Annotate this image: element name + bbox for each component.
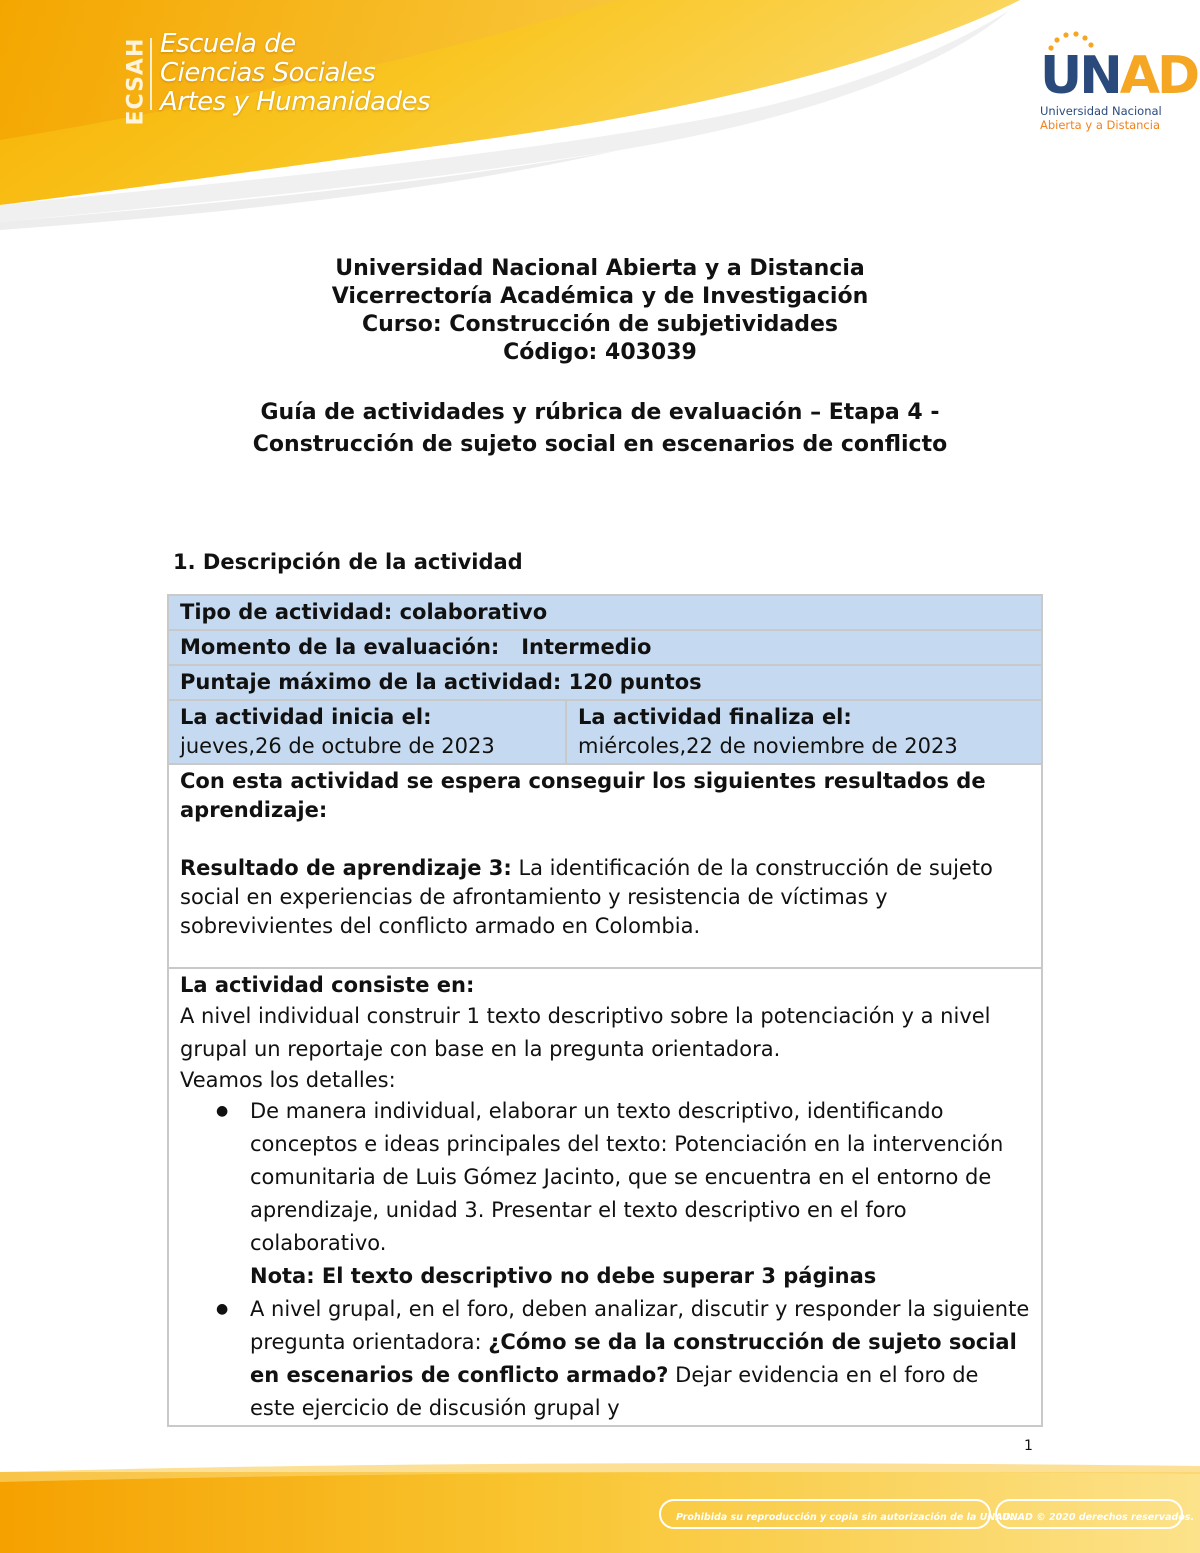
nota-text: Nota: El texto descriptivo no debe superar 3 páginas [250, 1264, 877, 1288]
bullet2-text-a: A nivel grupal, en el foro, deben analizar, discutir y responder la siguiente pregunta orientadora: [250, 1297, 1030, 1354]
consiste-label: La actividad consiste en: [180, 973, 475, 997]
logo-wordmark: UNAD [1040, 46, 1198, 106]
resultado-3 [180, 854, 1030, 941]
bullet2-question: ¿Cómo se da la construcción de sujeto social en escenarios de conflicto armado? [250, 1330, 1017, 1387]
resultados-intro: Con esta actividad se espera conseguir los siguientes resultados de aprendizaje: [180, 769, 986, 822]
logo-subtitle-1: Universidad Nacional [1040, 104, 1162, 118]
footer-copyright-notice: Prohibida su reproducción y copia sin autorización de la UNAD. [676, 1512, 1015, 1523]
fecha-fin-cell [566, 700, 1042, 764]
bullet2-text-c: Dejar evidencia en el foro de este ejercicio de discusión grupal y [250, 1363, 979, 1420]
logo-subtitle-2: Abierta y a Distancia [1040, 118, 1160, 132]
title-guide-1: Guía de actividades y rúbrica de evaluación – Etapa 4 - [260, 400, 940, 425]
school-divider [150, 38, 152, 110]
table-row [168, 764, 1042, 968]
title-vicerrectoria: Vicerrectoría Académica y de Investigación [331, 284, 869, 309]
title-guide-2: Construcción de sujeto social en escenarios de conflicto [252, 432, 948, 457]
consiste-cell [168, 968, 1042, 1426]
table-row [168, 630, 1042, 665]
finaliza-value: miércoles,22 de noviembre de 2023 [578, 734, 958, 758]
resultado-text: La identificación de la construcción de sujeto social en experiencias de afrontamiento y resistencia de víctimas y sobrevivientes del conflicto armado en Colombia. [180, 856, 993, 938]
activity-bullets [180, 1095, 1030, 1260]
activity-bullets-2 [180, 1293, 1030, 1425]
section-title: 1. Descripción de la actividad [173, 550, 523, 574]
document-titles [0, 255, 1200, 461]
page-number: 1 [1024, 1438, 1033, 1454]
table-row [168, 700, 1042, 764]
table-row [168, 968, 1042, 1426]
consiste-text: A nivel individual construir 1 texto descriptivo sobre la potenciación y a nivel grupal un reportaje con base en la pregunta orientadora. [180, 1004, 991, 1061]
school-line-2: Ciencias Sociales [160, 58, 376, 88]
resultado-label: Resultado de aprendizaje 3: [180, 856, 512, 880]
list-item [250, 1293, 1030, 1425]
resultados-cell [168, 764, 1042, 968]
puntaje-maximo: Puntaje máximo de la actividad: 120 puntos [168, 665, 1042, 700]
tipo-actividad: Tipo de actividad: colaborativo [168, 595, 1042, 630]
ecsah-label: ECSAH [123, 37, 149, 126]
title-course: Curso: Construcción de subjetividades [361, 312, 839, 337]
table-row [168, 665, 1042, 700]
momento-evaluacion: Momento de la evaluación: Intermedio [168, 630, 1042, 665]
school-line-3: Artes y Humanidades [160, 87, 431, 117]
detalles-label: Veamos los detalles: [180, 1068, 396, 1092]
activity-table [167, 594, 1043, 1427]
footer-banner [0, 1460, 1200, 1553]
school-line-1: Escuela de [160, 29, 296, 59]
title-code: Código: 403039 [503, 340, 697, 365]
table-row [168, 595, 1042, 630]
inicia-label: La actividad inicia el: [180, 705, 432, 729]
school-name [160, 30, 430, 117]
fecha-inicio-cell [168, 700, 566, 764]
footer-rights: UNAD © 2020 derechos reservados. [1002, 1512, 1195, 1523]
unad-logo [1040, 30, 1198, 132]
finaliza-label: La actividad finaliza el: [578, 705, 852, 729]
list-item: ● De manera individual, elaborar un texto descriptivo, identificando conceptos e ideas principales del texto: Potenciación en la intervención comunitaria de Luis Gómez Jacinto, que se encuentra en el entorno de aprendizaje, unidad 3. Presentar el texto descriptivo en el foro colaborativo. [250, 1095, 1030, 1260]
title-university: Universidad Nacional Abierta y a Distancia [335, 256, 865, 281]
inicia-value: jueves,26 de octubre de 2023 [180, 734, 495, 758]
